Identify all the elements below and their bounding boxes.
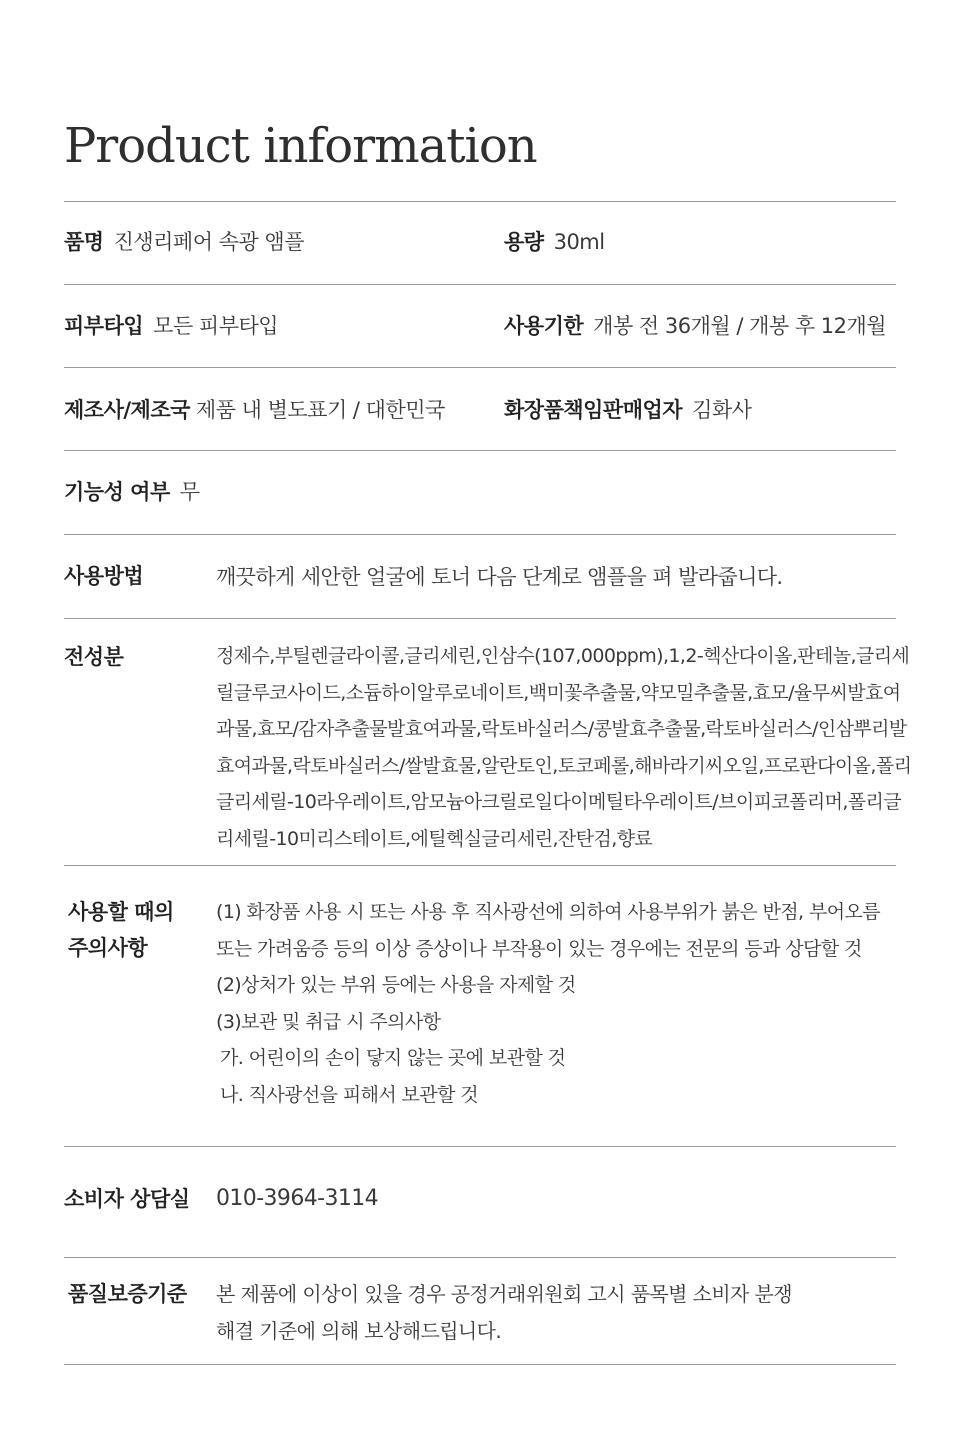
quality-line: 본 제품에 이상이 있을 경우 공정거래위원회 고시 품목별 소비자 분쟁 [216, 1282, 792, 1306]
manufacturer-label: 제조사/제조국 [64, 398, 190, 422]
functional-field [64, 476, 200, 506]
manufacturer-value: 제품 내 별도표기 / 대한민국 [195, 398, 445, 422]
caution-line: 또는 가려움증 등의 이상 증상이나 부작용이 있는 경우에는 전문의 등과 상담할 것 [216, 937, 862, 960]
divider [64, 450, 896, 451]
consumer-phone: 010-3964-3114 [216, 1185, 379, 1211]
quality-line: 해결 기준에 의해 보상해드립니다. [216, 1318, 502, 1343]
usage-label: 사용방법 [64, 564, 144, 588]
info-row-functional [64, 476, 896, 510]
skin-type-field [64, 310, 278, 340]
divider [64, 534, 896, 535]
ingredients-label: 전성분 [64, 645, 124, 669]
page-title: Product information [64, 118, 537, 174]
quality-label: 품질보증기준 [68, 1282, 187, 1306]
info-row-manufacturer-seller [64, 394, 896, 428]
product-name-value: 진생리페어 속광 앰플 [113, 230, 305, 254]
divider [64, 1257, 896, 1258]
consumer-label: 소비자 상담실 [64, 1187, 190, 1211]
divider [64, 865, 896, 866]
seller-field [504, 394, 751, 424]
caution-section [64, 894, 924, 1113]
divider [64, 284, 896, 285]
usage-section [64, 560, 924, 594]
skin-type-value: 모든 피부타입 [153, 314, 279, 338]
caution-line: (2)상처가 있는 부위 등에는 사용을 자제할 것 [216, 974, 576, 996]
divider [64, 618, 896, 619]
expiry-label: 사용기한 [504, 314, 584, 338]
info-row-name-volume [64, 226, 896, 260]
info-row-skin-expiry [64, 310, 896, 344]
expiry-field [504, 310, 886, 340]
quality-text [216, 1276, 792, 1349]
caution-line: 가. 어린이의 손이 닿지 않는 곳에 보관할 것 [220, 1047, 566, 1069]
volume-value: 30ml [553, 230, 605, 254]
skin-type-label: 피부타입 [64, 314, 144, 338]
seller-label: 화장품책임판매업자 [504, 398, 683, 422]
caution-label-line: 주의사항 [68, 936, 148, 960]
ingredients-section [64, 638, 924, 857]
divider [64, 1364, 896, 1365]
volume-field [504, 226, 605, 256]
quality-section [64, 1276, 924, 1349]
manufacturer-field [64, 394, 445, 424]
volume-label: 용량 [504, 230, 544, 254]
caution-label-line: 사용할 때의 [68, 900, 174, 924]
divider [64, 201, 896, 202]
ingredients-text: 정제수,부틸렌글라이콜,글리세린,인삼수(107,000ppm),1,2-헥산다이올,판테놀,글리세릴글루코사이드,소듐하이알루로네이트,백미꽃추출물,약모밀추출물,효모/율무씨발효여과물,효모/감자추출물발효여과물,락토바실러스/콩발효추출물,락토바실러스/인삼뿌리발효여과물,락토바실러스/쌀발효물,알란토인,토코페롤,해바라기씨오일,프로판다이올,폴리글리세릴-10라우레이트,암모늄아크릴로일다이메틸타우레이트/브이피코폴리머,폴리글리세릴-10미리스테이트,에틸헥실글리세린,잔탄검,향료 [216, 645, 912, 850]
product-name-field [64, 226, 304, 256]
caution-label [64, 894, 216, 1113]
divider [64, 367, 896, 368]
caution-line: (1) 화장품 사용 시 또는 사용 후 직사광선에 의하여 사용부위가 붉은 반점, 부어오름 [216, 901, 880, 923]
seller-value: 김화사 [692, 398, 752, 422]
functional-label: 기능성 여부 [64, 480, 170, 504]
caution-line: (3)보관 및 취급 시 주의사항 [216, 1010, 441, 1033]
usage-text: 깨끗하게 세안한 얼굴에 토너 다음 단계로 앰플을 펴 발라줍니다. [216, 565, 783, 589]
caution-text [216, 894, 880, 1113]
expiry-value: 개봉 전 36개월 / 개봉 후 12개월 [593, 314, 887, 338]
consumer-section [64, 1183, 924, 1213]
divider [64, 1146, 896, 1147]
functional-value: 무 [179, 480, 200, 504]
caution-line: 나. 직사광선을 피해서 보관할 것 [220, 1083, 479, 1106]
product-name-label: 품명 [64, 230, 104, 254]
